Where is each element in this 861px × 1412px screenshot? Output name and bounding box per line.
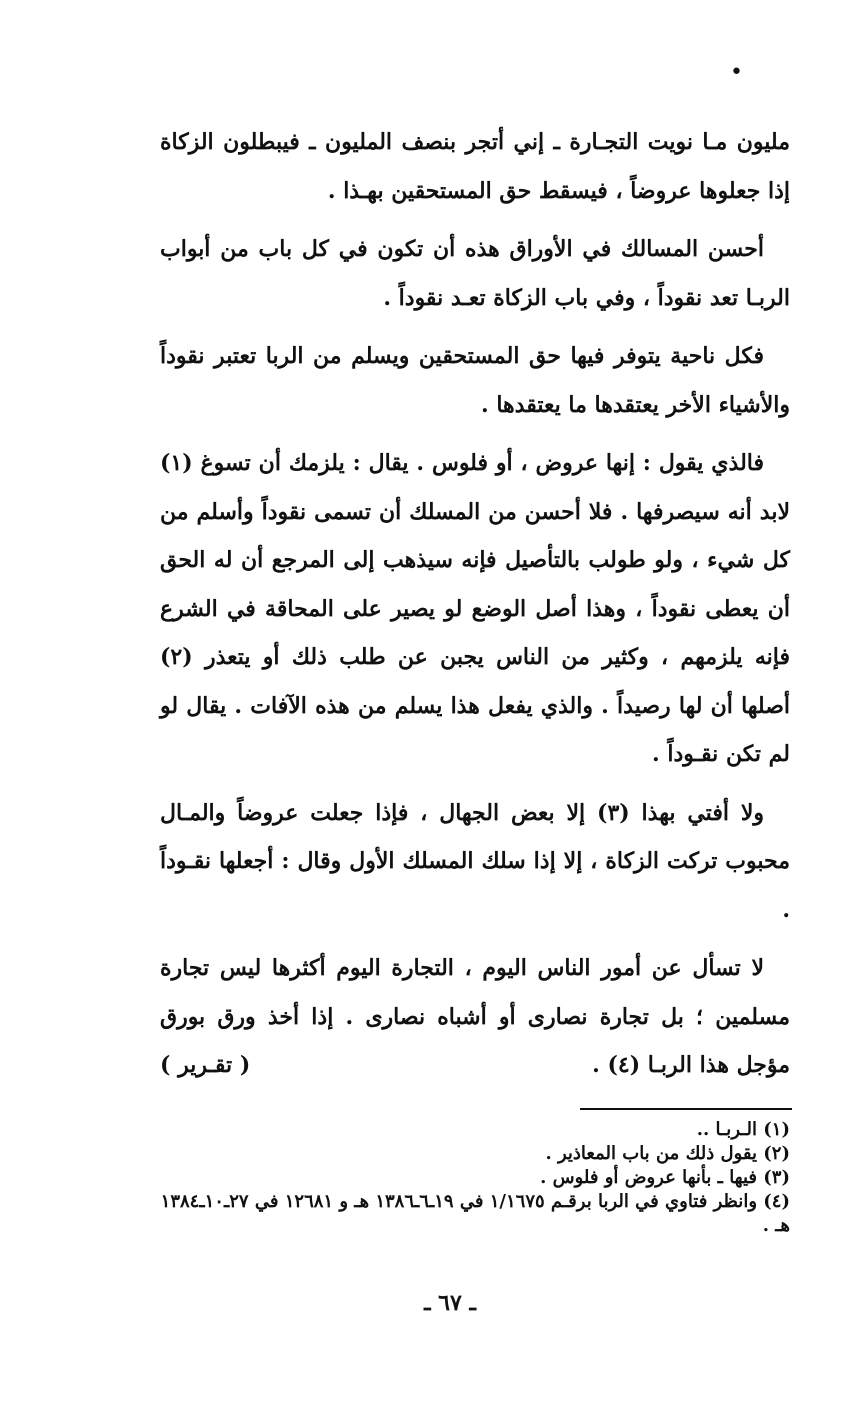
footnote-2: (٢) يقول ذلك من باب المعاذير . (545, 1143, 790, 1164)
paragraph-4 (160, 439, 790, 779)
paragraph-1-text: مليون مـا نويت التجـارة ـ إني أتجر بنصف المليون ـ فيبطلون الزكاة إذا جعلوها عروضاً ، فيسقط حق المستحقين بهـذا . (160, 129, 790, 204)
footnote-1: (١) الـربـا .. (696, 1119, 790, 1140)
footnote-3: (٣) فيها ـ بأنها عروض أو فلوس . (540, 1167, 790, 1188)
page-number: ـ ٦٧ ـ (424, 1290, 476, 1316)
paragraph-3 (160, 332, 790, 429)
paragraph-5-text: ولا أفتي بهذا (٣) إلا بعض الجهال ، فإذا جعلت عروضاً والمـال محبوب تركت الزكاة ، إلا إذا سلك المسلك الأول وقال : أجعلها نقـوداً . (160, 799, 790, 923)
top-mark: • (730, 60, 743, 85)
paragraph-2-text: أحسن المسالك في الأوراق هذه أن تكون في كل باب من أبواب الربـا تعد نقوداً ، وفي باب الزكاة تعـد نقوداً . (160, 236, 790, 311)
footnote-divider (580, 1108, 792, 1110)
paragraph-6 (160, 944, 790, 1090)
paragraph-5 (160, 789, 790, 935)
paragraph-4-text: فالذي يقول : إنها عروض ، أو فلوس . يقال : يلزمك أن تسوغ (١) لابد أنه سيصرفها . فلا أحسن من المسلك أن تسمى نقوداً وأسلم من كل شيء ، ولو طولب بالتأصيل فإنه سيذهب إلى المرجع أن له الحق أن يعطى نقوداً ، وهذا أصل الوضع لو يصير على المحاقة في الشرع فإنه يلزمهم ، وكثير من الناس يجبن عن طلب ذلك أو يتعذر (٢) أصلها أن لها رصيداً . والذي يفعل هذا يسلم من هذه الآفات . يقال لو لم تكن نقـوداً . (160, 450, 790, 767)
body-text (160, 118, 790, 1100)
paragraph-6-text: لا تسأل عن أمور الناس اليوم ، التجارة اليوم أكثرها ليس تجارة مسلمين ؛ بل تجارة نصارى أو أشباه نصارى . إذا أخذ ورق بورق مؤجل هذا الربـا (٤) . (160, 955, 790, 1078)
footnote-4: (٤) وانظر فتاوي في الربا برقـم ١/١٦٧٥ في ١٩ـ٦ـ١٣٨٦ هـ و ١٢٦٨١ في ٢٧ـ١٠ـ١٣٨٤ هـ . (160, 1191, 790, 1236)
paragraph-2 (160, 225, 790, 322)
source-tag: ( تقـرير ) (160, 1052, 251, 1078)
paragraph-3-text: فكل ناحية يتوفر فيها حق المستحقين ويسلم من الربا تعتبر نقوداً والأشياء الأخر يعتقدها ما يعتقدها . (160, 343, 790, 418)
paragraph-1 (160, 118, 790, 215)
footnotes (150, 1118, 790, 1238)
